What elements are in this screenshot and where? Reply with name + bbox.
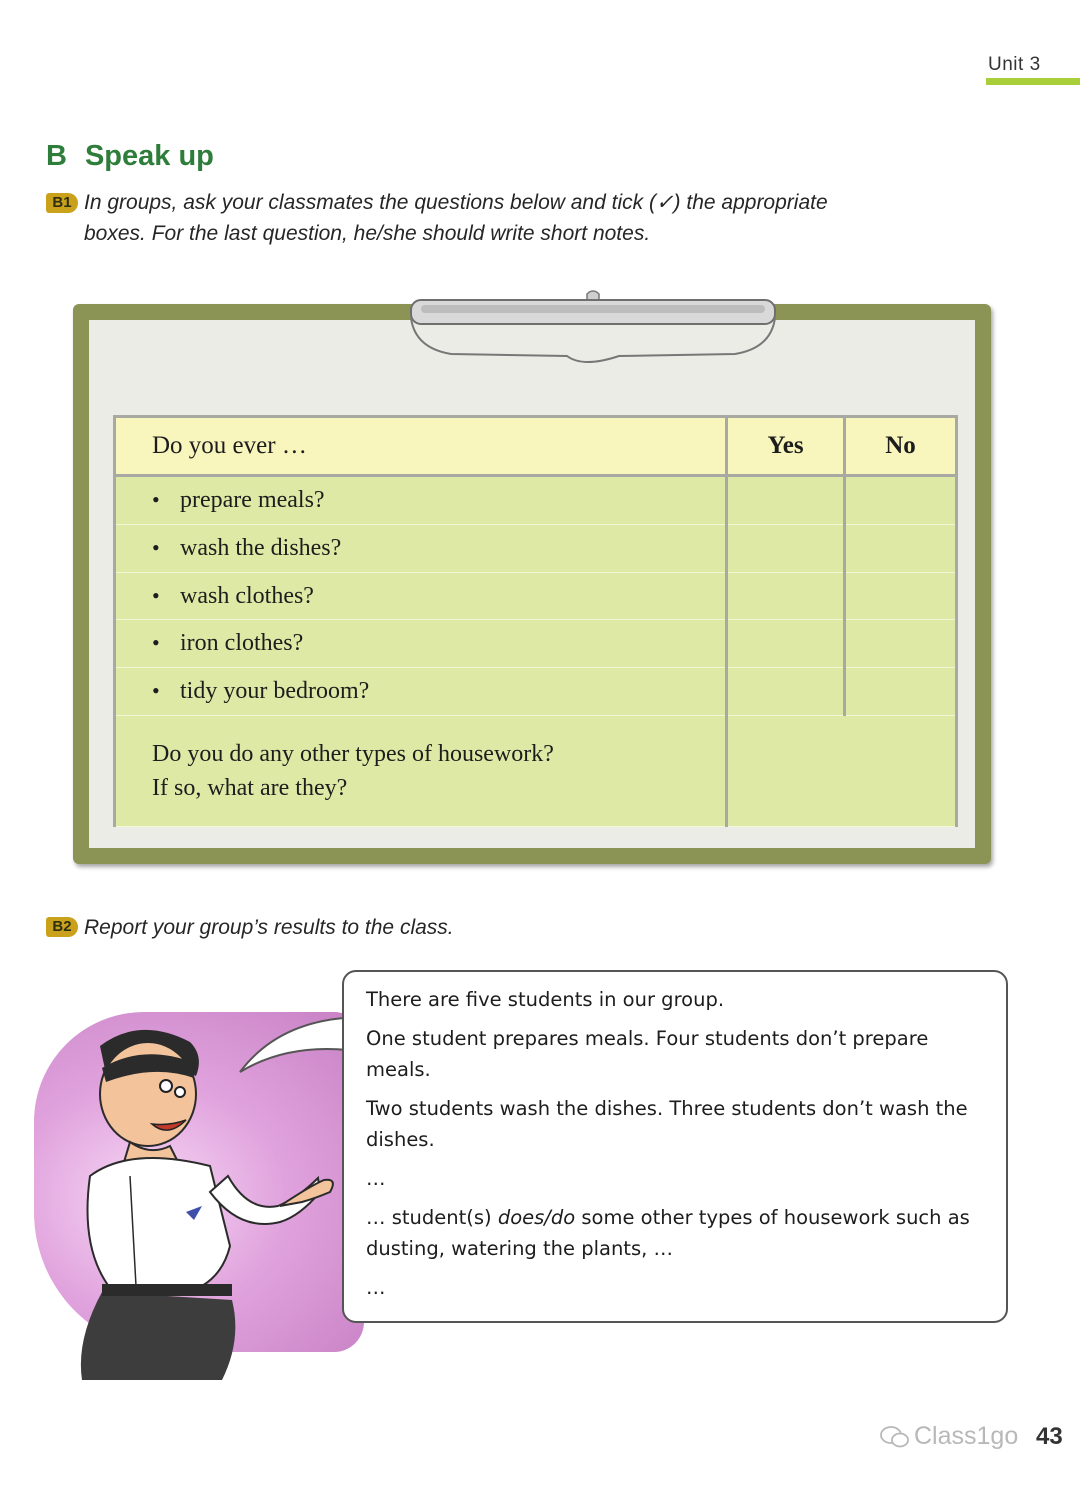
b1-instruction-line-2: boxes. For the last question, he/she should write short notes.	[84, 222, 651, 245]
bullet: •	[152, 534, 160, 560]
yes-tick-box[interactable]	[727, 620, 845, 668]
column-header-no: No	[845, 417, 957, 476]
table-row	[115, 524, 957, 572]
question-cell	[115, 668, 727, 716]
b2-badge: B2	[46, 917, 78, 937]
column-header-question: Do you ever …	[115, 417, 727, 476]
question-cell	[115, 716, 727, 827]
watermark-text: Class1go	[914, 1422, 1019, 1450]
b1-instruction-line-1: In groups, ask your classmates the questions below and tick (✓) the appropriate	[84, 191, 828, 214]
yes-tick-box[interactable]	[727, 524, 845, 572]
yes-tick-box[interactable]	[727, 572, 845, 620]
bullet: •	[152, 630, 160, 656]
bubble-line-6: …	[366, 1276, 386, 1299]
speech-bubble	[342, 970, 1008, 1323]
speech-bubble-text	[366, 984, 991, 1311]
bubble-line-3: Two students wash the dishes. Three students don’t wash the dishes.	[366, 1097, 968, 1151]
bubble-line-2: One student prepares meals. Four students don’t prepare meals.	[366, 1027, 929, 1081]
section-letter: B	[46, 140, 67, 172]
bubble-line-5-end: some other types of housework such as dusting, watering the plants, …	[366, 1206, 970, 1260]
unit-accent-bar	[986, 78, 1080, 85]
question-text: prepare meals?	[180, 486, 325, 513]
section-title	[46, 140, 214, 173]
bullet: •	[152, 678, 160, 704]
question-cell	[115, 572, 727, 620]
no-tick-box[interactable]	[845, 668, 957, 716]
clipboard-paper	[89, 320, 975, 848]
table-row-other-housework	[115, 716, 957, 827]
question-cell	[115, 476, 727, 525]
table-row	[115, 572, 957, 620]
table-header-row	[115, 417, 957, 476]
bubble-line-4: …	[366, 1167, 386, 1190]
watermark	[880, 1422, 1018, 1451]
yes-tick-box[interactable]	[727, 476, 845, 525]
no-tick-box[interactable]	[845, 476, 957, 525]
section-title-text: Speak up	[84, 140, 214, 172]
question-text: iron clothes?	[180, 630, 304, 657]
question-cell	[115, 524, 727, 572]
b2-instruction: Report your group’s results to the class.	[84, 916, 454, 939]
question-text: wash clothes?	[180, 582, 314, 609]
clipboard-clip-icon	[403, 288, 783, 368]
no-tick-box[interactable]	[845, 620, 957, 668]
question-text: tidy your bedroom?	[180, 678, 370, 705]
wechat-icon	[880, 1425, 910, 1449]
bubble-line-5-emphasis: does/do	[497, 1206, 576, 1229]
question-text: wash the dishes?	[180, 534, 342, 561]
no-tick-box[interactable]	[845, 524, 957, 572]
housework-survey-table	[113, 415, 958, 827]
speech-bubble-tail	[236, 1010, 356, 1080]
question-cell	[115, 620, 727, 668]
table-row	[115, 476, 957, 525]
unit-label: Unit 3	[988, 54, 1041, 75]
other-housework-followup: If so, what are they?	[152, 775, 348, 802]
page-number: 43	[1036, 1423, 1063, 1450]
yes-tick-box[interactable]	[727, 668, 845, 716]
bubble-line-5-start: … student(s)	[366, 1206, 498, 1229]
bullet: •	[152, 582, 160, 608]
column-header-yes: Yes	[727, 417, 845, 476]
bubble-line-5	[366, 1202, 991, 1264]
b1-badge: B1	[46, 193, 78, 213]
table-row	[115, 668, 957, 716]
clipboard	[73, 304, 991, 864]
b1-instruction	[84, 187, 828, 249]
other-housework-question: Do you do any other types of housework?	[152, 741, 554, 768]
bullet: •	[152, 486, 160, 512]
table-row	[115, 620, 957, 668]
no-tick-box[interactable]	[845, 572, 957, 620]
bubble-line-1: There are five students in our group.	[366, 988, 725, 1011]
notes-box[interactable]	[727, 716, 957, 827]
